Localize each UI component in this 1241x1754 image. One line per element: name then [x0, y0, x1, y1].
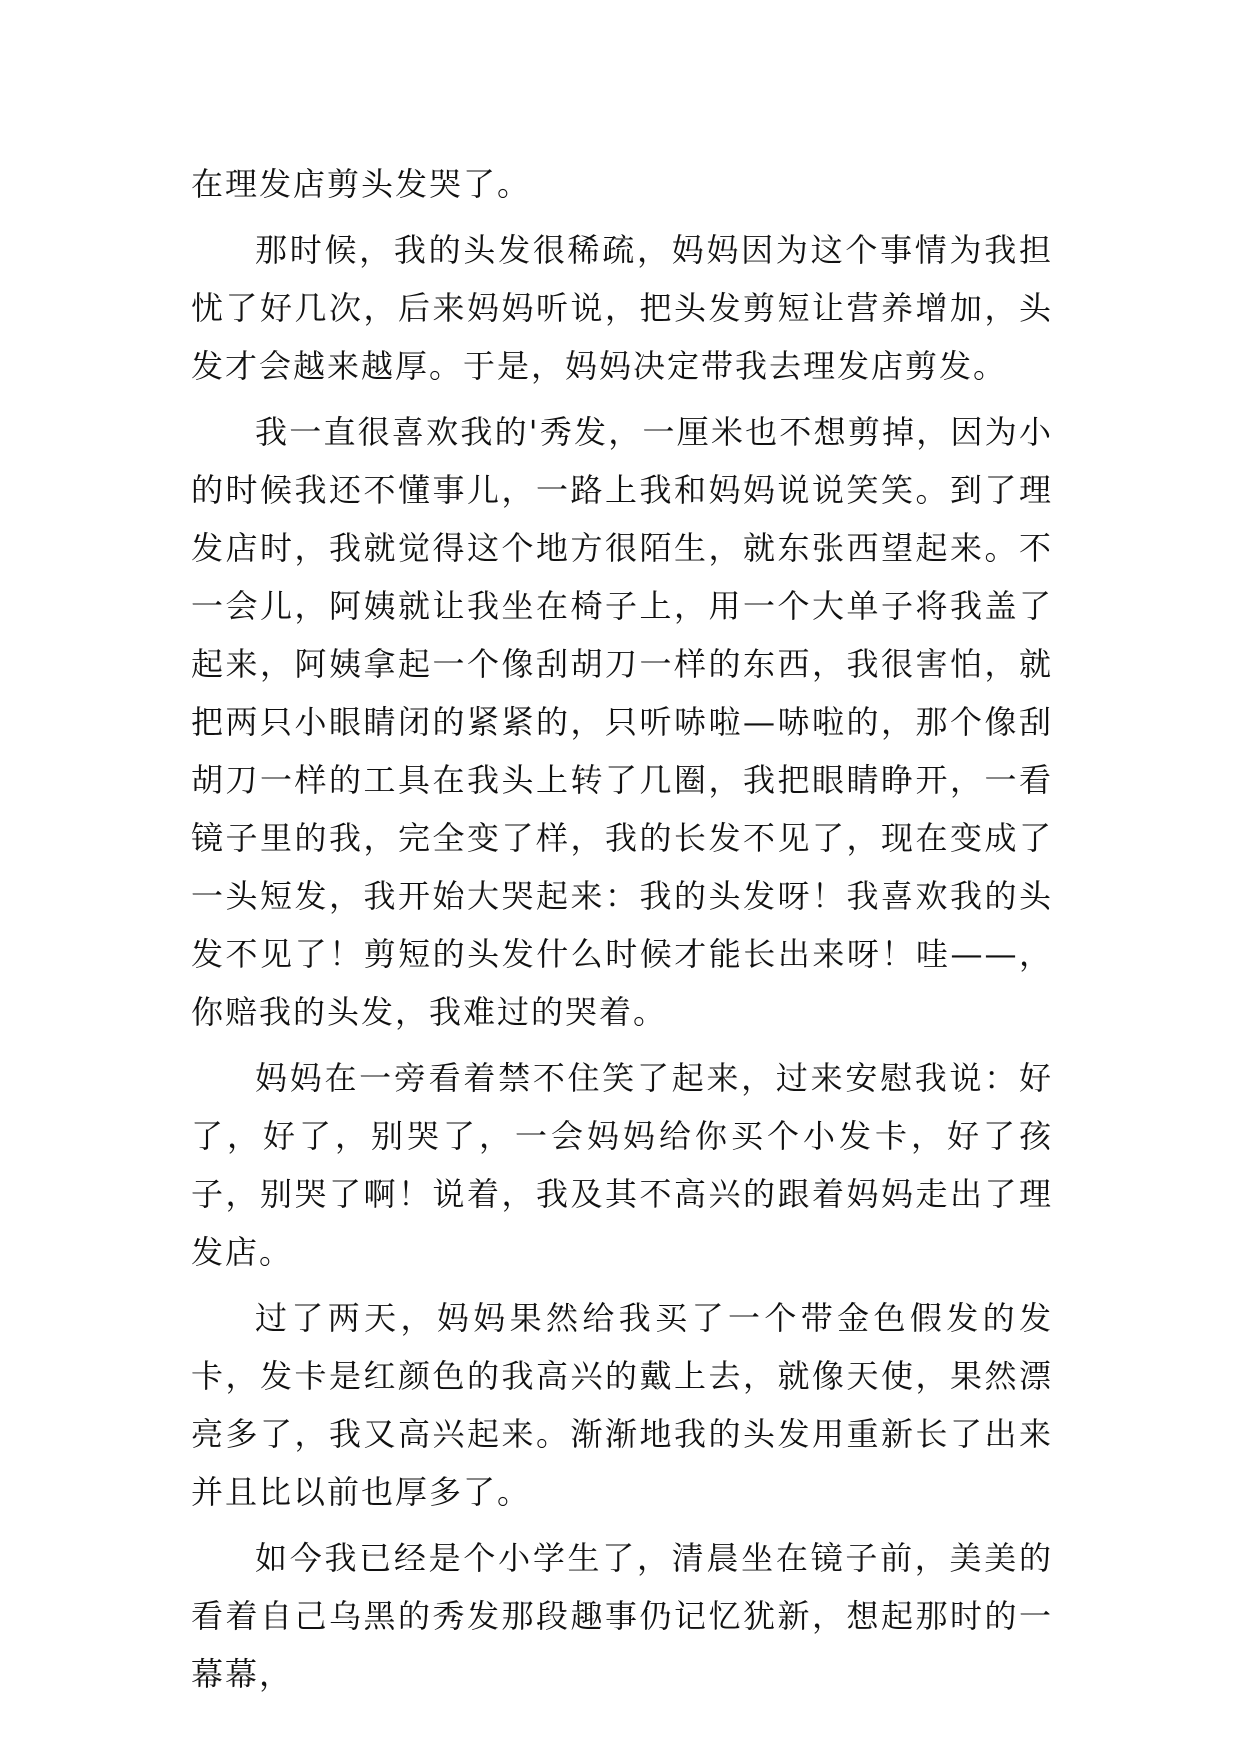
paragraph-2: 那时候，我的头发很稀疏，妈妈因为这个事情为我担忧了好几次，后来妈妈听说，把头发剪短让营养增加，头发才会越来越厚。于是，妈妈决定带我去理发店剪发。	[191, 231, 1053, 385]
paragraph-5: 过了两天，妈妈果然给我买了一个带金色假发的发卡，发卡是红颜色的我高兴的戴上去，就像天使，果然漂亮多了，我又高兴起来。渐渐地我的头发用重新长了出来并且比以前也厚多了。	[191, 1299, 1053, 1511]
paragraph-3: 我一直很喜欢我的'秀发，一厘米也不想剪掉，因为小的时候我还不懂事儿，一路上我和妈妈说说笑笑。到了理发店时，我就觉得这个地方很陌生，就东张西望起来。不一会儿，阿姨就让我坐在椅子上，用一个大单子将我盖了起来，阿姨拿起一个像刮胡刀一样的东西，我很害怕，就把两只小眼睛闭的紧紧的，只听哧啦—哧啦的，那个像刮胡刀一样的工具在我头上转了几圈，我把眼睛睁开，一看镜子里的我，完全变了样，我的长发不见了，现在变成了一头短发，我开始大哭起来：我的头发呀！我喜欢我的头发不见了！剪短的头发什么时候才能长出来呀！哇——，你赔我的头发，我难过的哭着。	[191, 413, 1053, 1031]
paragraph-6: 如今我已经是个小学生了，清晨坐在镜子前，美美的看着自己乌黑的秀发那段趣事仍记忆犹新，想起那时的一幕幕，	[191, 1539, 1053, 1693]
paragraph-4: 妈妈在一旁看着禁不住笑了起来，过来安慰我说：好了，好了，别哭了，一会妈妈给你买个小发卡，好了孩子，别哭了啊！说着，我及其不高兴的跟着妈妈走出了理发店。	[191, 1059, 1053, 1271]
essay-body	[191, 155, 1053, 1711]
paragraph-1: 在理发店剪头发哭了。	[191, 165, 532, 203]
